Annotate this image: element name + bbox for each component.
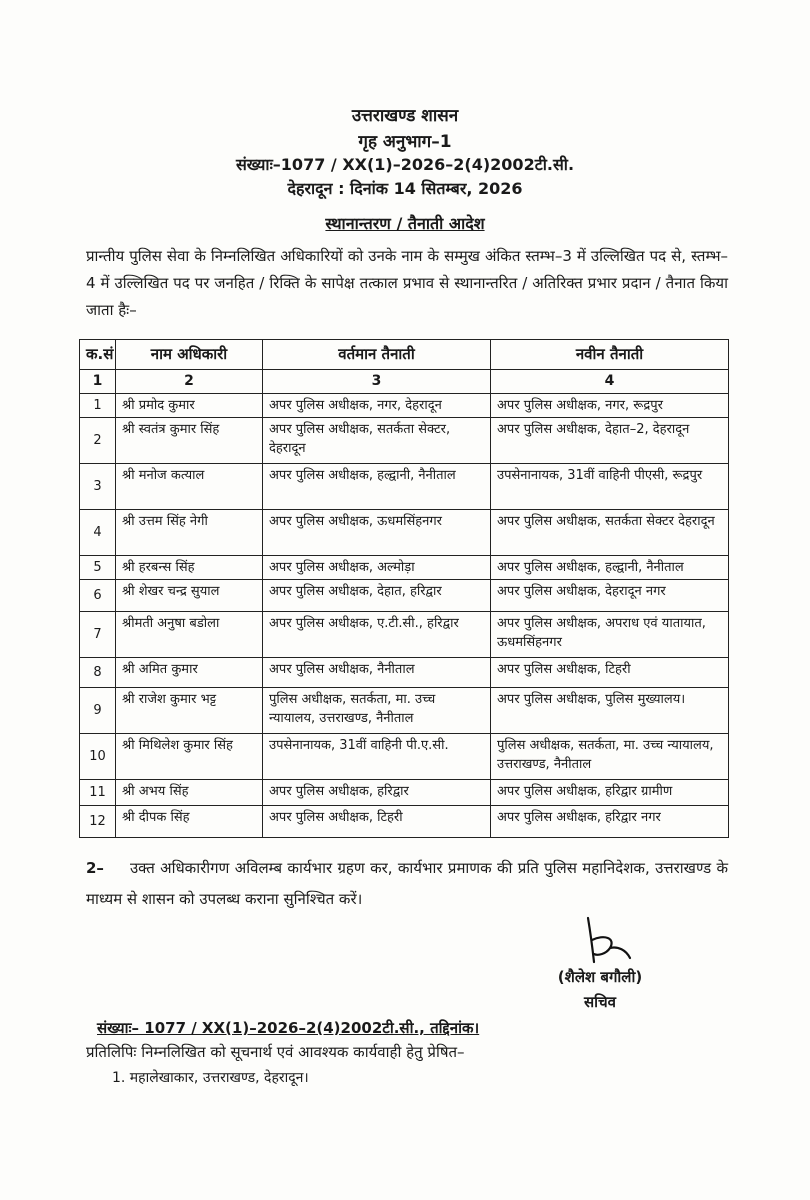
new-posting-cell: अपर पुलिस अधीक्षक, नगर, रूद्रपुर: [491, 394, 729, 418]
header-new-posting: नवीन तैनाती: [491, 340, 729, 370]
new-posting-cell: अपर पुलिस अधीक्षक, सतर्कता सेक्टर देहरादून: [491, 510, 729, 556]
new-posting-cell: अपर पुलिस अधीक्षक, हल्द्वानी, नैनीताल: [491, 556, 729, 580]
table-row: [80, 734, 729, 780]
table-row: [80, 658, 729, 688]
new-posting-cell: अपर पुलिस अधीक्षक, अपराध एवं यातायात, ऊधमसिंहनगर: [491, 612, 729, 658]
current-posting-cell: अपर पुलिस अधीक्षक, अल्मोड़ा: [263, 556, 491, 580]
new-posting-cell: पुलिस अधीक्षक, सतर्कता, मा. उच्च न्यायालय, उत्तराखण्ड, नैनीताल: [491, 734, 729, 780]
serial-cell: 5: [80, 556, 116, 580]
serial-cell: 3: [80, 464, 116, 510]
officer-name-cell: श्री राजेश कुमार भट्ट: [116, 688, 263, 734]
signatory-name: (शैलेश बगौली): [557, 968, 643, 986]
table-row: [80, 556, 729, 580]
new-posting-cell: अपर पुलिस अधीक्षक, देहरादून नगर: [491, 580, 729, 612]
serial-cell: 2: [80, 418, 116, 464]
new-posting-cell: अपर पुलिस अधीक्षक, पुलिस मुख्यालय।: [491, 688, 729, 734]
officer-name-cell: श्री अमित कुमार: [116, 658, 263, 688]
column-number: 3: [263, 370, 491, 394]
header-place-date: देहरादून : दिनांक 14 सितम्बर, 2026: [287, 179, 523, 198]
current-posting-cell: अपर पुलिस अधीक्षक, ऊधमसिंहनगर: [263, 510, 491, 556]
officer-name-cell: श्रीमती अनुषा बडोला: [116, 612, 263, 658]
serial-cell: 11: [80, 780, 116, 806]
officer-name-cell: श्री दीपक सिंह: [116, 806, 263, 838]
new-posting-cell: अपर पुलिस अधीक्षक, हरिद्वार ग्रामीण: [491, 780, 729, 806]
current-posting-cell: अपर पुलिस अधीक्षक, हरिद्वार: [263, 780, 491, 806]
table-row: [80, 688, 729, 734]
officer-name-cell: श्री अभय सिंह: [116, 780, 263, 806]
serial-cell: 9: [80, 688, 116, 734]
header-current-posting: वर्तमान तैनाती: [263, 340, 491, 370]
officer-name-cell: श्री स्वतंत्र कुमार सिंह: [116, 418, 263, 464]
copy-to-label: प्रतिलिपिः निम्नलिखित को सूचनार्थ एवं आवश्यक कार्यवाही हेतु प्रेषित–: [86, 1043, 465, 1061]
current-posting-cell: उपसेनानायक, 31वीं वाहिनी पी.ए.सी.: [263, 734, 491, 780]
current-posting-cell: अपर पुलिस अधीक्षक, सतर्कता सेक्टर, देहरादून: [263, 418, 491, 464]
current-posting-cell: अपर पुलिस अधीक्षक, नगर, देहरादून: [263, 394, 491, 418]
copy-reference-number: संख्याः– 1077 / XX(1)–2026–2(4)2002टी.सी., तद्दिनांक।: [97, 1019, 480, 1037]
column-number-row: [80, 370, 729, 394]
current-posting-cell: अपर पुलिस अधीक्षक, नैनीताल: [263, 658, 491, 688]
table-row: [80, 510, 729, 556]
officer-name-cell: श्री मिथिलेश कुमार सिंह: [116, 734, 263, 780]
column-number: 4: [491, 370, 729, 394]
paragraph-number: 2–: [86, 859, 104, 877]
officer-name-cell: श्री उत्तम सिंह नेगी: [116, 510, 263, 556]
officer-name-cell: श्री शेखर चन्द्र सुयाल: [116, 580, 263, 612]
column-number: 2: [116, 370, 263, 394]
table-row: [80, 464, 729, 510]
table-row: [80, 612, 729, 658]
current-posting-cell: अपर पुलिस अधीक्षक, टिहरी: [263, 806, 491, 838]
order-title: स्थानान्तरण / तैनाती आदेश: [325, 214, 485, 233]
table-row: [80, 806, 729, 838]
header-department: गृह अनुभाग–1: [358, 132, 452, 152]
table-header-row: [80, 340, 729, 370]
serial-cell: 4: [80, 510, 116, 556]
new-posting-cell: अपर पुलिस अधीक्षक, टिहरी: [491, 658, 729, 688]
transfer-table: [79, 339, 729, 838]
header-serial: क.सं: [80, 340, 116, 370]
copy-to-item: 1. महालेखाकार, उत्तराखण्ड, देहरादून।: [112, 1070, 309, 1086]
new-posting-cell: अपर पुलिस अधीक्षक, हरिद्वार नगर: [491, 806, 729, 838]
new-posting-cell: अपर पुलिस अधीक्षक, देहात–2, देहरादून: [491, 418, 729, 464]
serial-cell: 7: [80, 612, 116, 658]
column-number: 1: [80, 370, 116, 394]
current-posting-cell: अपर पुलिस अधीक्षक, देहात, हरिद्वार: [263, 580, 491, 612]
current-posting-cell: पुलिस अधीक्षक, सतर्कता, मा. उच्च न्यायालय, उत्तराखण्ड, नैनीताल: [263, 688, 491, 734]
officer-name-cell: श्री हरबन्स सिंह: [116, 556, 263, 580]
officer-name-cell: श्री मनोज कत्याल: [116, 464, 263, 510]
handwritten-signature: [570, 910, 640, 970]
signatory-designation: सचिव: [584, 993, 616, 1011]
header-officer-name: नाम अधिकारी: [116, 340, 263, 370]
header-order-number: संख्याः–1077 / XX(1)–2026–2(4)2002टी.सी.: [235, 155, 575, 174]
instruction-paragraph: [86, 853, 728, 915]
header-government: उत्तराखण्ड शासन: [351, 106, 459, 126]
table-row: [80, 394, 729, 418]
paragraph-text: उक्त अधिकारीगण अविलम्ब कार्यभार ग्रहण कर, कार्यभार प्रमाणक की प्रति पुलिस महानिदेशक, उत्तराखण्ड के माध्यम से शासन को उपलब्ध कराना सुनिश्चित करें।: [86, 859, 728, 908]
new-posting-cell: उपसेनानायक, 31वीं वाहिनी पीएसी, रूद्रपुर: [491, 464, 729, 510]
intro-paragraph: प्रान्तीय पुलिस सेवा के निम्नलिखित अधिकारियों को उनके नाम के सम्मुख अंकित स्तम्भ–3 में उल्लिखित पद से, स्तम्भ–4 में उल्लिखित पद पर जनहित / रिक्ति के सापेक्ष तत्काल प्रभाव से स्थानान्तरित / अतिरिक्त प्रभार प्रदान / तैनात किया जाता हैः–: [86, 247, 728, 319]
serial-cell: 8: [80, 658, 116, 688]
serial-cell: 10: [80, 734, 116, 780]
serial-cell: 1: [80, 394, 116, 418]
table-row: [80, 418, 729, 464]
table-row: [80, 780, 729, 806]
serial-cell: 6: [80, 580, 116, 612]
current-posting-cell: अपर पुलिस अधीक्षक, हल्द्वानी, नैनीताल: [263, 464, 491, 510]
officer-name-cell: श्री प्रमोद कुमार: [116, 394, 263, 418]
current-posting-cell: अपर पुलिस अधीक्षक, ए.टी.सी., हरिद्वार: [263, 612, 491, 658]
serial-cell: 12: [80, 806, 116, 838]
table-row: [80, 580, 729, 612]
